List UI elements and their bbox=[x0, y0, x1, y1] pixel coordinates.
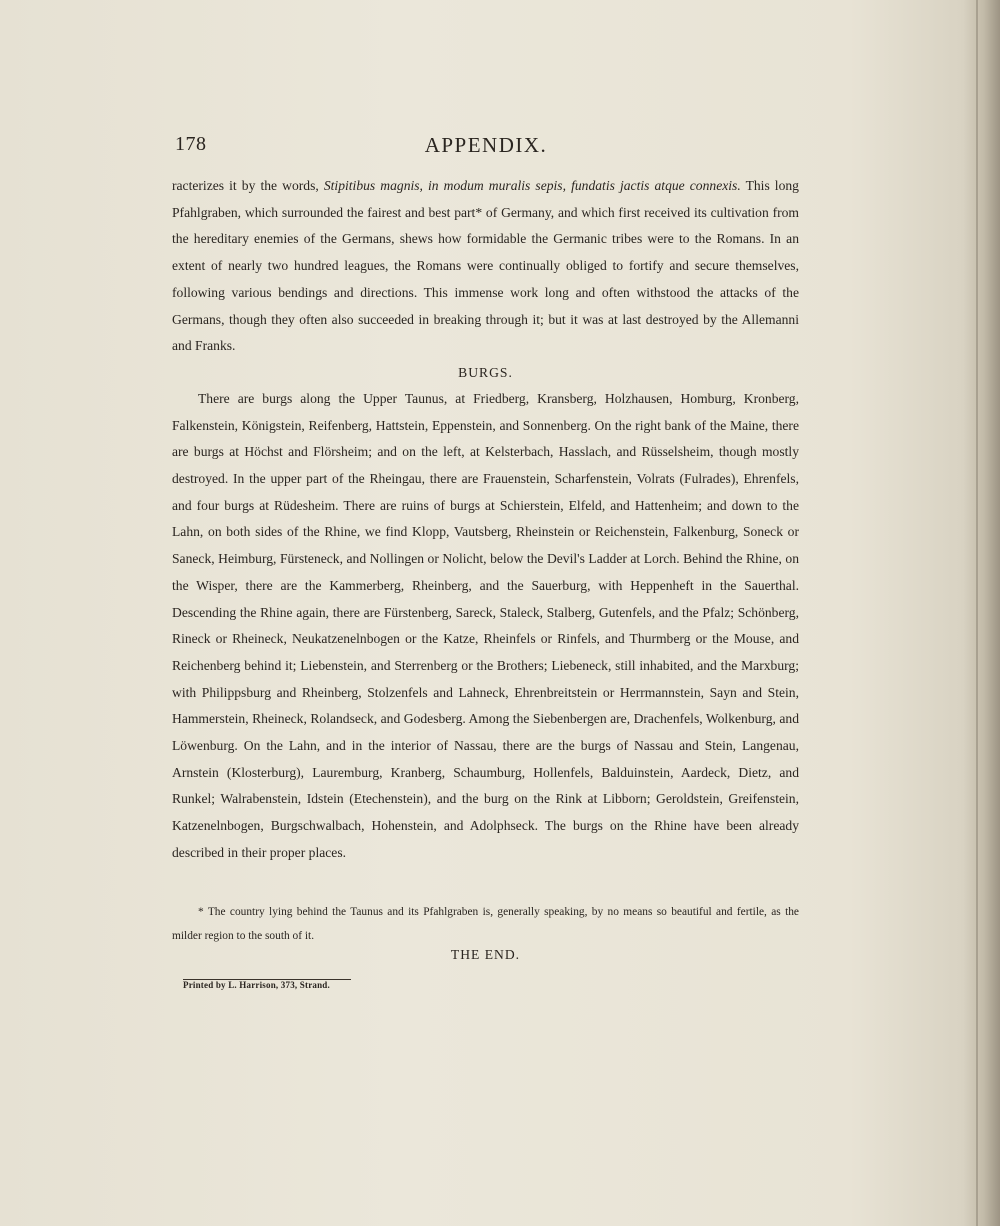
the-end-heading: THE END. bbox=[450, 947, 521, 962]
paragraph-pfahlgraben bbox=[172, 173, 799, 360]
section-heading-burgs: BURGS. bbox=[458, 364, 513, 380]
printer-imprint: Printed by L. Harrison, 373, Strand. bbox=[183, 980, 330, 990]
footnote: * The country lying behind the Taunus and its Pfahlgraben is, generally speaking, by no means so beautiful and fertile, as the milder region to the south of it. bbox=[172, 906, 799, 942]
paragraph-burgs: There are burgs along the Upper Taunus, at Friedberg, Kransberg, Holzhausen, Homburg, Kronberg, Falkenstein, Königstein, Reifenberg, Hattstein, Eppenstein, and Sonnenberg. On the right bank of the Maine, there are burgs at Höchst and Flörsheim; and on the left, at Kelsterbach, Hasslach, and Rüsselsheim, though mostly destroyed. In the upper part of the Rheingau, there are Frauenstein, Scharfenstein, Volrats (Fulrades), Ehrenfels, and four burgs at Rüdesheim. There are ruins of burgs at Schierstein, Elfeld, and Hattenheim; and down to the Lahn, on both sides of the Rhine, we find Klopp, Vautsberg, Rheinstein or Reichenstein, Falkenburg, Soneck or Saneck, Heimburg, Fürsteneck, and Nollingen or Nolicht, below the Devil's Ladder at Lorch. Behind the Rhine, on the Wisper, there are the Kammerberg, Rheinberg, and the Sauerburg, with Heppenheft in the Sauerthal. Descending the Rhine again, there are Fürstenberg, Sareck, Staleck, Stalberg, Gutenfels, and the Pfalz; Schönberg, Rineck or Rheineck, Neukatzenelnbogen or the Katze, Rheinfels or Rinfels, and Thurmberg or the Mouse, and Reichenberg behind it; Liebenstein, and Sterrenberg or the Brothers; Liebeneck, still inhabited, and the Marxburg; with Philippsburg and Rheinberg, Stolzenfels and Lahneck, Ehrenbreitstein or Herrmannstein, Sayn and Stein, Hammerstein, Rheineck, Rolandseck, and Godesberg. Among the Siebenbergen are, Drachenfels, Wolkenburg, and Löwenburg. On the Lahn, and in the interior of Nassau, there are the burgs of Nassau and Stein, Langenau, Arnstein (Klosterburg), Lauremburg, Kranberg, Schaumburg, Hollenfels, Balduinstein, Aardeck, Dietz, and Runkel; Walrabenstein, Idstein (Etechenstein), and the burg on the Rink at Libborn; Geroldstein, Greifenstein, Katzenelnbogen, Burgschwalbach, Hohenstein, and Adolphseck. The burgs on the Rhine have been already described in their proper places. bbox=[172, 390, 799, 860]
running-head: APPENDIX. bbox=[424, 133, 548, 157]
page-binding-shadow bbox=[964, 0, 1000, 1226]
page-header bbox=[172, 133, 800, 163]
page-number: 178 bbox=[175, 133, 207, 155]
paragraph-pfahlgraben-lead: racterizes it by the words, bbox=[172, 178, 324, 193]
body-text bbox=[172, 173, 799, 867]
page-binding-fold bbox=[976, 0, 978, 1226]
latin-quotation: Stipitibus magnis, in modum muralis sepis, fundatis jactis atque connexis. bbox=[323, 178, 741, 193]
paragraph-pfahlgraben-rest: This long Pfahlgraben, which surrounded the fairest and best part* of Germany, and which first received its cultivation from the hereditary enemies of the Germans, shews how formidable the Germanic tribes were to the Romans. In an extent of nearly two hundred leagues, the Romans were continually obliged to fortify and secure themselves, following various bendings and directions. This immense work long and often withstood the attacks of the Germans, though they often also succeeded in breaking through it; but it was at last destroyed by the Allemanni and Franks. bbox=[172, 178, 799, 354]
